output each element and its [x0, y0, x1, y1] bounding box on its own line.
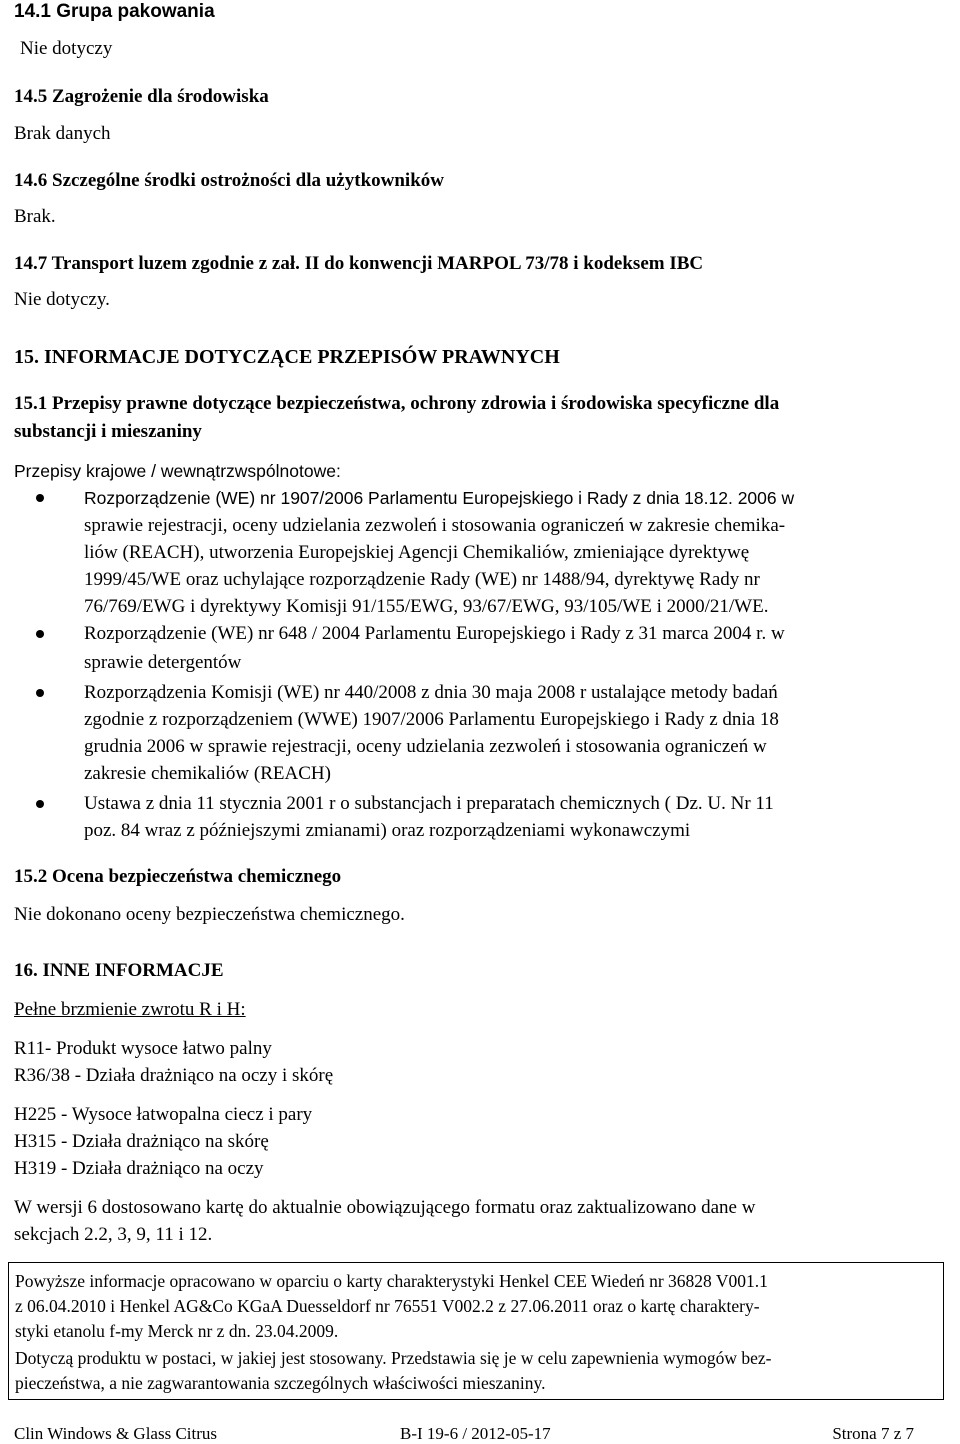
bullet-2-line-1: Rozporządzenie (WE) nr 648 / 2004 Parlamentu Europejskiego i Rady z 31 marca 2004 r. w — [84, 623, 785, 644]
disclaimer-line: styki etanolu f-my Merck nr z dn. 23.04.2009. — [15, 1321, 339, 1341]
section-15-1-title-line-2: substancji i mieszaniny — [14, 421, 202, 442]
disclaimer-line: pieczeństwa, a nie zagwarantowania szczególnych właściwości mieszaniny. — [15, 1373, 546, 1393]
section-15-heading: 15. INFORMACJE DOTYCZĄCE PRZEPISÓW PRAWNYCH — [14, 346, 560, 368]
bullet-4-line-1: Ustawa z dnia 11 stycznia 2001 r o substancjach i preparatach chemicznych ( Dz. U. Nr 11 — [84, 793, 774, 814]
section-14-1-title: 14.1 Grupa pakowania — [14, 1, 215, 22]
r-phrase: R36/38 - Działa drażniąco na oczy i skórę — [14, 1065, 334, 1086]
bullet-1-line-3: liów (REACH), utworzenia Europejskiej Agencji Chemikaliów, zmieniające dyrektywę — [84, 542, 750, 563]
disclaimer-line: z 06.04.2010 i Henkel AG&Co KGaA Duesseldorf nr 76551 V002.2 z 27.06.2011 oraz o kartę charaktery- — [15, 1296, 760, 1316]
bullet-1-line-1: Rozporządzenie (WE) nr 1907/2006 Parlamentu Europejskiego i Rady z dnia 18.12. 2006 w — [84, 488, 795, 508]
bullet-2-line-2: sprawie detergentów — [84, 652, 242, 673]
footer-page-number: Strona 7 z 7 — [832, 1424, 914, 1443]
section-15-1-intro: Przepisy krajowe / wewnątrzwspólnotowe: — [14, 461, 341, 481]
h-phrase: H315 - Działa drażniąco na skórę — [14, 1131, 269, 1152]
h-phrase: H319 - Działa drażniąco na oczy — [14, 1158, 264, 1179]
bullet-3-line-2: zgodnie z rozporządzeniem (WWE) 1907/2006 Parlamentu Europejskiego i Rady z dnia 18 — [84, 709, 779, 730]
footer-doc-code: B-I 19-6 / 2012-05-17 — [400, 1424, 551, 1443]
disclaimer-box — [8, 1262, 944, 1400]
section-14-5-title: 14.5 Zagrożenie dla środowiska — [14, 86, 269, 107]
bullet-icon — [36, 494, 44, 502]
section-14-7-title: 14.7 Transport luzem zgodnie z zał. II do konwencji MARPOL 73/78 i kodeksem IBC — [14, 253, 704, 274]
bullet-4-line-2: poz. 84 wraz z późniejszymi zmianami) oraz rozporządzeniami wykonawczymi — [84, 820, 691, 841]
section-14-6-value: Brak. — [14, 206, 56, 227]
h-phrase: H225 - Wysoce łatwopalna ciecz i pary — [14, 1104, 313, 1125]
bullet-1-line-4: 1999/45/WE oraz uchylające rozporządzenie Rady (WE) nr 1488/94, dyrektywę Rady nr — [84, 569, 760, 590]
bullet-3-line-4: zakresie chemikaliów (REACH) — [84, 763, 331, 784]
section-15-1-title-line-1: 15.1 Przepisy prawne dotyczące bezpieczeństwa, ochrony zdrowia i środowiska specyficzne dla — [14, 393, 780, 414]
bullet-icon — [36, 689, 44, 697]
section-15-2-value: Nie dokonano oceny bezpieczeństwa chemicznego. — [14, 904, 405, 925]
section-14-5-value: Brak danych — [14, 123, 111, 144]
bullet-icon — [36, 800, 44, 808]
section-14-1-value: Nie dotyczy — [20, 38, 113, 59]
section-15-2-title: 15.2 Ocena bezpieczeństwa chemicznego — [14, 866, 342, 887]
bullet-1-line-5: 76/769/EWG i dyrektywy Komisji 91/155/EWG, 93/67/EWG, 93/105/WE i 2000/21/WE. — [84, 596, 769, 617]
footer-product-name: Clin Windows & Glass Citrus — [14, 1424, 218, 1443]
bullet-3-line-3: grudnia 2006 w sprawie rejestracji, oceny udzielania zezwoleń i stosowania ograniczeń w — [84, 736, 767, 757]
version-note-line-2: sekcjach 2.2, 3, 9, 11 i 12. — [14, 1224, 213, 1245]
bullet-icon — [36, 630, 44, 638]
section-14-7-value: Nie dotyczy. — [14, 289, 110, 310]
disclaimer-line: Dotyczą produktu w postaci, w jakiej jest stosowany. Przedstawia się je w celu zapewnienia wymogów bez- — [15, 1348, 772, 1368]
section-16-heading: 16. INNE INFORMACJE — [14, 960, 224, 981]
phrases-label: Pełne brzmienie zwrotu R i H: — [14, 999, 246, 1020]
r-phrase: R11- Produkt wysoce łatwo palny — [14, 1038, 272, 1059]
section-14-6-title: 14.6 Szczególne środki ostrożności dla użytkowników — [14, 170, 444, 191]
bullet-3-line-1: Rozporządzenia Komisji (WE) nr 440/2008 z dnia 30 maja 2008 r ustalające metody badań — [84, 682, 778, 703]
bullet-1-line-2: sprawie rejestracji, oceny udzielania zezwoleń i stosowania ograniczeń w zakresie chemika- — [84, 515, 786, 536]
disclaimer-line: Powyższe informacje opracowano w oparciu o karty charakterystyki Henkel CEE Wiedeń nr 36828 V001.1 — [15, 1271, 768, 1291]
version-note-line-1: W wersji 6 dostosowano kartę do aktualnie obowiązującego formatu oraz zaktualizowano dane w — [14, 1197, 756, 1218]
